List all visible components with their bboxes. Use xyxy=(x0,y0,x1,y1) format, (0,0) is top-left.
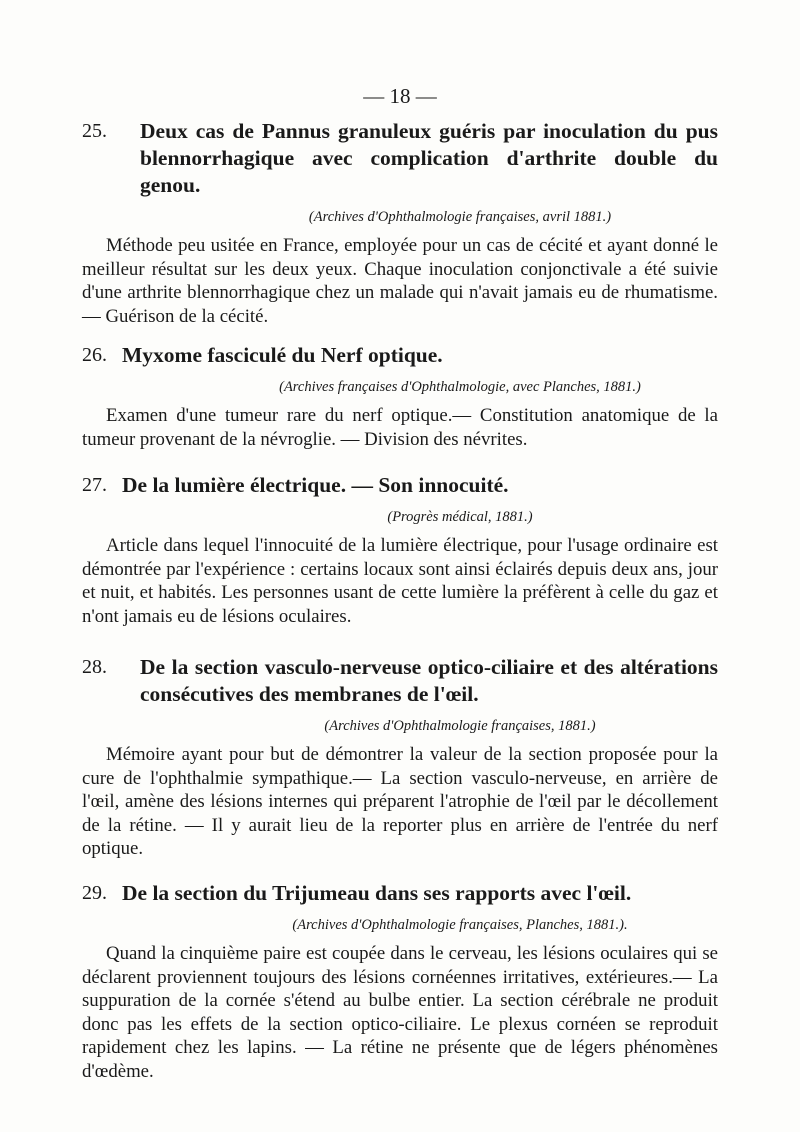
entry-source: (Archives d'Ophthalmologie françaises, Planches, 1881.). xyxy=(292,917,628,933)
entry-source: (Archives françaises d'Ophthalmologie, avec Planches, 1881.) xyxy=(279,379,641,395)
entry-heading xyxy=(82,472,718,499)
entry-title: De la section vasculo-nerveuse optico-ciliaire et des altérations consécutives des membranes de l'œil. xyxy=(140,655,718,706)
entry-heading xyxy=(82,880,718,907)
entry-title: De la lumière électrique. — Son innocuité. xyxy=(122,473,509,497)
entry-title: De la section du Trijumeau dans ses rapports avec l'œil. xyxy=(122,881,632,905)
entry-title: Deux cas de Pannus granuleux guéris par inoculation du pus blennorrhagique avec complication d'arthrite double du genou. xyxy=(140,119,718,197)
entry-body: Quand la cinquième paire est coupée dans le cerveau, les lésions oculaires qui se déclarent proviennent toujours des lésions cornéennes irritatives, extérieures.— La suppuration de la cornée s'étend au bulbe entier. La section cérébrale ne produit donc pas les effets de la section optico-ciliaire. Le plexus cornéen se reproduit rapidement chez les lapins. — La rétine ne présente que de légers phénomènes d'œdème. xyxy=(82,943,718,1082)
entry-number: 28. xyxy=(82,656,107,678)
entry-26 xyxy=(82,342,718,451)
entry-heading xyxy=(82,342,718,369)
page-number: — 18 — xyxy=(363,84,437,108)
entry-29 xyxy=(82,880,718,1084)
entry-heading xyxy=(82,654,718,708)
entry-body: Examen d'une tumeur rare du nerf optique.— Constitution anatomique de la tumeur provenant de la névroglie. — Division des névrites. xyxy=(82,405,718,450)
entry-27 xyxy=(82,472,718,628)
entry-source: (Archives d'Ophthalmologie françaises, avril 1881.) xyxy=(308,209,612,225)
entry-source: (Archives d'Ophthalmologie françaises, 1881.) xyxy=(324,718,596,734)
entry-heading xyxy=(82,118,718,199)
entry-number: 29. xyxy=(82,882,107,904)
entry-body: Mémoire ayant pour but de démontrer la valeur de la section proposée pour la cure de l'ophthalmie sympathique.— La section vasculo-nerveuse, en arrière de l'œil, amène des lésions internes qui préparent l'atrophie de l'œil par le décollement de la rétine. — Il y aurait lieu de la reporter plus en arrière de l'entrée du nerf optique. xyxy=(82,744,718,860)
entry-title: Myxome fasciculé du Nerf optique. xyxy=(122,343,443,367)
entry-number: 25. xyxy=(82,120,107,142)
entry-28 xyxy=(82,654,718,861)
entry-body: Article dans lequel l'innocuité de la lumière électrique, pour l'usage ordinaire est démontrée par l'expérience : certains locaux sont ainsi éclairés depuis deux ans, jour et nuit, et habités. Les personnes usant de cette lumière la préfèrent à celle du gaz et n'ont jamais eu de lésions oculaires. xyxy=(82,535,718,627)
entry-body: Méthode peu usitée en France, employée pour un cas de cécité et ayant donné le meilleur résultat sur les deux yeux. Chaque inoculation conjonctivale a été suivie d'une arthrite blennorrhagique chez un malade qui n'avait jamais eu de rhumatisme. — Guérison de la cécité. xyxy=(82,235,718,327)
entry-number: 27. xyxy=(82,474,107,496)
entry-source: (Progrès médical, 1881.) xyxy=(387,509,533,525)
entry-number: 26. xyxy=(82,344,107,366)
entry-25 xyxy=(82,118,718,328)
